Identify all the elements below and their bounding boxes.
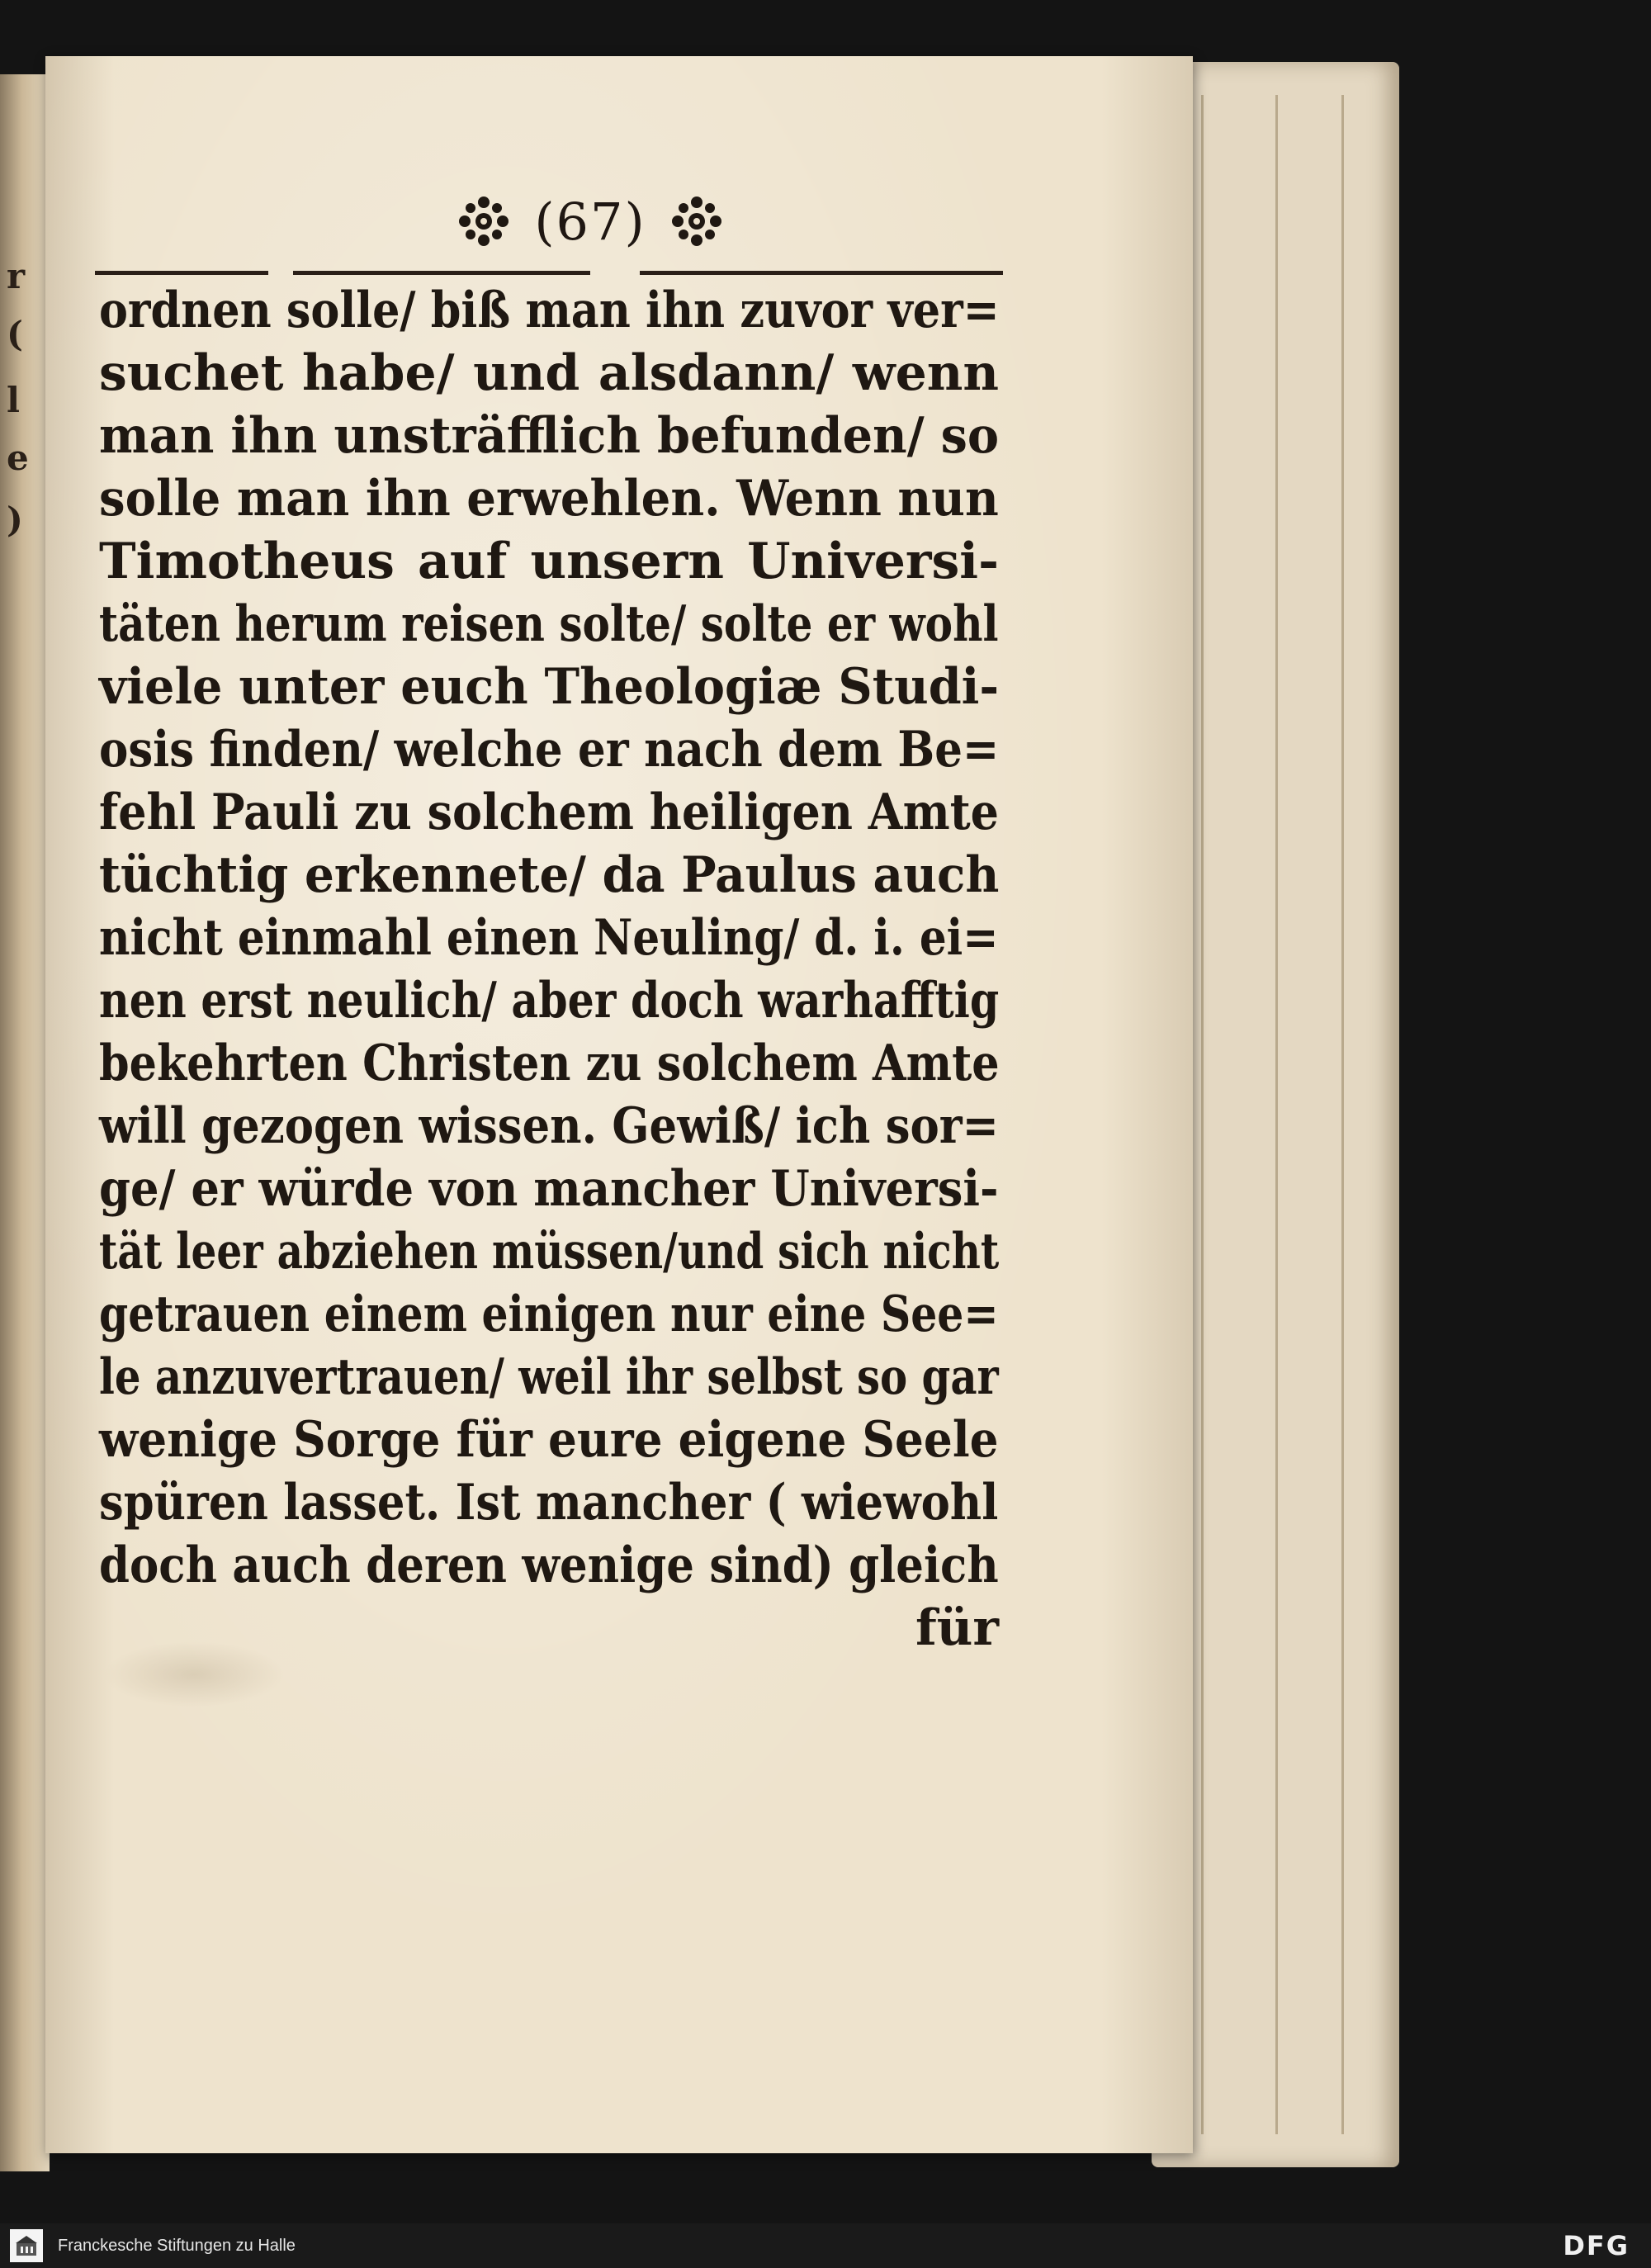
footer-bar bbox=[0, 2223, 1651, 2268]
institution-logo bbox=[10, 2229, 43, 2262]
left-page-fragment: ) bbox=[7, 500, 23, 540]
text-line: getrauen einem einigen nur eine See= bbox=[99, 1286, 999, 1343]
text-line: le anzuvertrauen/ weil ihr selbst so gar bbox=[99, 1348, 999, 1406]
text-line: osis finden/ welche er nach dem Be= bbox=[99, 721, 1000, 779]
left-page-edge bbox=[0, 74, 50, 2171]
page-header bbox=[376, 180, 805, 263]
header-rule bbox=[95, 271, 268, 275]
text-line: solle man ihn erwehlen. Wenn nun bbox=[99, 470, 999, 528]
left-page-fragment: r bbox=[7, 256, 26, 296]
text-line: tüchtig erkennete/ da Paulus auch bbox=[99, 846, 1000, 904]
left-page-fragment: l bbox=[7, 380, 20, 420]
dfg-logo: DFG bbox=[1563, 2230, 1630, 2261]
page-number: (67) bbox=[534, 191, 646, 252]
text-line: doch auch deren wenige sind) gleich bbox=[99, 1536, 999, 1594]
text-line: ordnen solle/ biß man ihn zuvor ver= bbox=[99, 282, 1000, 339]
building-logo-icon bbox=[14, 2233, 39, 2258]
text-line: ge/ er würde von mancher Universi- bbox=[99, 1160, 999, 1218]
right-flower-ornament-icon bbox=[669, 194, 724, 249]
left-page-fragment: e bbox=[7, 438, 29, 478]
paper-stain bbox=[103, 1641, 285, 1707]
text-line: spüren lasset. Ist mancher ( wiewohl bbox=[99, 1474, 999, 1532]
text-line: Timotheus auf unsern Universi- bbox=[99, 533, 999, 590]
text-line: täten herum reisen solte/ solte er wohl bbox=[99, 595, 999, 653]
text-line: nicht einmahl einen Neuling/ d. i. ei= bbox=[99, 909, 999, 967]
text-line: will gezogen wissen. Gewiß/ ich sor= bbox=[99, 1097, 999, 1155]
header-rule bbox=[640, 271, 1003, 275]
text-line: fehl Pauli zu solchem heiligen Amte bbox=[99, 784, 999, 841]
institution-name: Franckesche Stiftungen zu Halle bbox=[58, 2236, 296, 2255]
book-page bbox=[45, 56, 1193, 2153]
text-line: suchet habe/ und alsdann/ wenn bbox=[99, 344, 999, 402]
text-line: viele unter euch Theologiæ Studi- bbox=[99, 658, 1000, 716]
text-line: bekehrten Christen zu solchem Amte bbox=[99, 1035, 1000, 1092]
text-line: tät leer abziehen müssen/und sich nicht bbox=[99, 1223, 1000, 1281]
text-line: nen erst neulich/ aber doch warhafftig bbox=[99, 972, 1000, 1030]
header-rule bbox=[293, 271, 590, 275]
text-line: man ihn unsträfflich befunden/ so bbox=[99, 407, 1000, 465]
text-line: wenige Sorge für eure eigene Seele bbox=[99, 1411, 999, 1469]
catchword: für bbox=[915, 1599, 999, 1657]
body-text bbox=[99, 279, 999, 1660]
left-page-fragment: ( bbox=[7, 314, 23, 354]
left-flower-ornament-icon bbox=[457, 194, 511, 249]
